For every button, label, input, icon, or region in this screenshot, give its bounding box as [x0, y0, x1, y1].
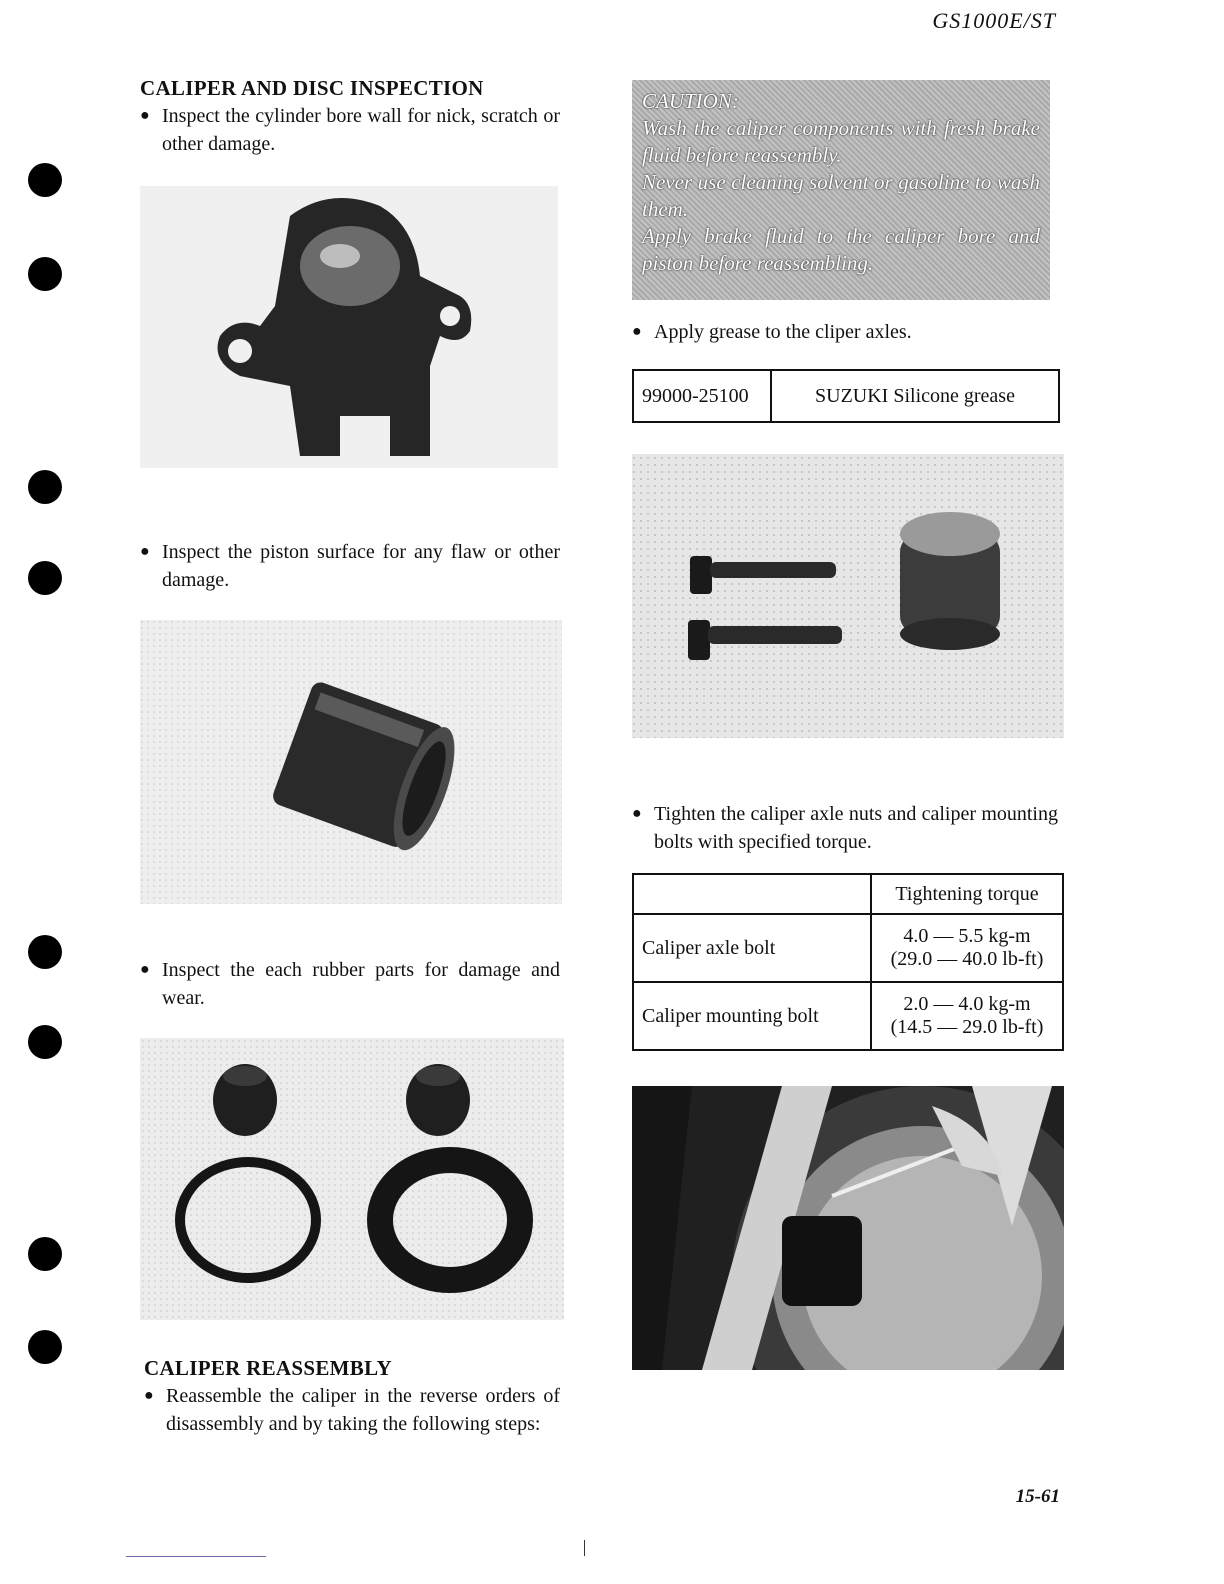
bullet-tighten: ● Tighten the caliper axle nuts and caliper mounting bolts with specified torque.: [632, 800, 1058, 856]
rubber-parts-photo: [140, 1038, 564, 1320]
torque-metric: 2.0 — 4.0 kg-m: [903, 993, 1031, 1015]
binder-hole: [28, 163, 62, 197]
table-row: [633, 874, 1063, 914]
caliper-axles-grease-photo: [632, 454, 1064, 738]
caution-line: Never use cleaning solvent or gasoline to wash them.: [642, 170, 1040, 221]
torque-row-name: Caliper axle bolt: [633, 914, 871, 982]
bullet-apply-grease: ● Apply grease to the cliper axles.: [632, 318, 1058, 346]
binder-hole: [28, 257, 62, 291]
table-row: [633, 914, 1063, 982]
binder-hole: [28, 1237, 62, 1271]
torque-table-blank-header: [633, 874, 871, 914]
bullet-reassemble: ● Reassemble the caliper in the reverse orders of disassembly and by taking the following steps:: [144, 1382, 560, 1438]
torque-row-name: Caliper mounting bolt: [633, 982, 871, 1050]
bullet-dot: ●: [144, 1387, 154, 1404]
footer-rule: [126, 1556, 266, 1557]
piston-photo: [140, 620, 562, 904]
table-row: [633, 982, 1063, 1050]
page-number: 15-61: [1015, 1486, 1060, 1507]
torque-spec-table: [632, 873, 1064, 1051]
caution-title: CAUTION:: [642, 89, 739, 113]
binder-hole: [28, 1330, 62, 1364]
section-title-reassembly: CALIPER REASSEMBLY: [144, 1356, 392, 1380]
bullet-piston-surface: ● Inspect the piston surface for any flaw or other damage.: [140, 538, 560, 594]
bullet-dot: ●: [632, 323, 642, 340]
section-title-inspection: CALIPER AND DISC INSPECTION: [140, 76, 484, 100]
caution-box: [632, 80, 1050, 300]
torque-row-value: [871, 982, 1063, 1050]
bullet-dot: ●: [140, 107, 150, 124]
bullet-rubber-parts: ● Inspect the each rubber parts for damage and wear.: [140, 956, 560, 1012]
binder-hole: [28, 561, 62, 595]
bullet-cylinder-bore: ● Inspect the cylinder bore wall for nick, scratch or other damage.: [140, 102, 560, 158]
bullet-dot: ●: [632, 805, 642, 822]
torque-imperial: (14.5 — 29.0 lb-ft): [890, 1016, 1044, 1038]
torque-row-value: [871, 914, 1063, 982]
table-row: [633, 370, 1059, 422]
grease-name: SUZUKI Silicone grease: [771, 370, 1059, 422]
caliper-body-photo: [140, 186, 558, 468]
caution-line: Apply brake fluid to the caliper bore and piston before reassembling.: [642, 224, 1040, 275]
grease-part-number: 99000-25100: [633, 370, 771, 422]
document-model-header: GS1000E/ST: [932, 8, 1056, 33]
caution-line: Wash the caliper components with fresh brake fluid before reassembly.: [642, 116, 1040, 167]
page-edge-mark: [584, 1540, 585, 1556]
torque-table-header: Tightening torque: [871, 874, 1063, 914]
torque-imperial: (29.0 — 40.0 lb-ft): [890, 948, 1044, 970]
binder-hole: [28, 1025, 62, 1059]
bullet-dot: ●: [140, 543, 150, 560]
torque-metric: 4.0 — 5.5 kg-m: [903, 925, 1031, 947]
bullet-dot: ●: [140, 961, 150, 978]
grease-spec-table: [632, 369, 1060, 423]
binder-hole: [28, 470, 62, 504]
wheel-caliper-torque-photo: [632, 1086, 1064, 1370]
binder-hole: [28, 935, 62, 969]
